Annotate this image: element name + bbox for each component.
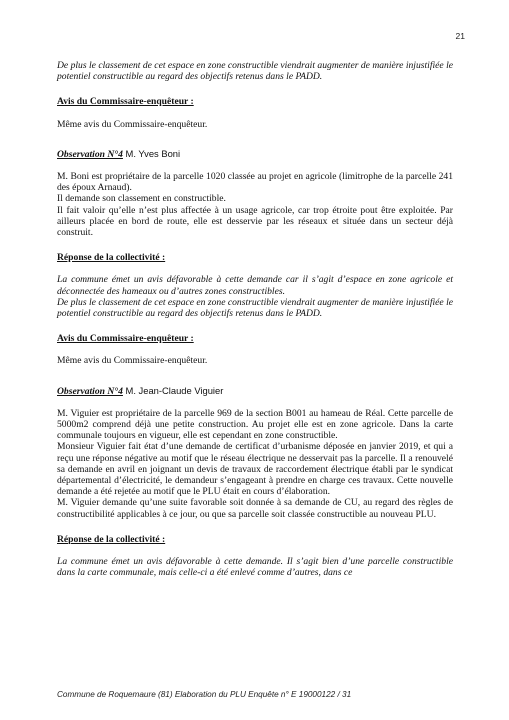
observation-person: M. Jean-Claude Viguier	[122, 384, 224, 396]
observation-paragraph: Monsieur Viguier fait état d’une demande de certificat d’urbanisme déposée en janvier 2019, et qui a reçu une réponse négative au motif que le réseau électrique ne desservait pas la parcelle. Il a renouvelé sa demande en avril en joignant un devis de travaux de raccordement électrique établi par le syndicat départemental d’électricité, le demandeur s’engageant à prendre en charge ces travaux. Cette nouvelle demande a été rejetée au motif que le PLU était en cours d’élaboration.	[57, 441, 453, 498]
reponse-paragraph: La commune émet un avis défavorable à cette demande car il s’agit d’espace en zone agricole et déconnectée des hameaux ou d’autres zones constructibles.	[57, 274, 453, 297]
page-content	[57, 60, 453, 579]
page-number: 21	[455, 31, 465, 41]
observation-paragraph: Il fait valoir qu’elle n’est plus affectée à un usage agricole, car trop étroite pout être exploitée. Par ailleurs placée en bord de route, elle est desservie par les réseaux et située dans un secteur déjà construit.	[57, 204, 453, 239]
observation-paragraph: M. Boni est propriétaire de la parcelle 1020 classée au projet en agricole (limitrophe de la parcelle 241 des époux Arnaud).	[57, 171, 453, 194]
avis-text: Même avis du Commissaire-enquêteur.	[57, 355, 208, 367]
observation-paragraph: M. Viguier demande qu’une suite favorable soit donnée à sa demande de CU, au regard des règles de constructibilité applicables à ce jour, ou que sa parcelle soit classée constructible au nouveau PLU.	[57, 497, 453, 520]
observation-label: Observation N°4	[57, 385, 123, 397]
avis-heading: Avis du Commissaire-enquêteur :	[57, 96, 194, 108]
observation-person: M. Yves Boni	[122, 147, 181, 159]
observation-paragraph: M. Viguier est propriétaire de la parcelle 969 de la section B001 au hameau de Réal. Cette parcelle de 5000m2 comprend déjà une petite construction. Au projet elle est en zone agricole. Dans la carte communale toujours en vigueur, elle est cependant en zone constructible.	[57, 407, 453, 442]
reponse-heading: Réponse de la collectivité :	[57, 252, 166, 264]
observation-label: Observation N°4	[57, 148, 123, 160]
reponse-heading: Réponse de la collectivité :	[57, 533, 166, 545]
reponse-paragraph: La commune émet un avis défavorable à cette demande. Il s’agit bien d’une parcelle constructible dans la carte communale, mais celle-ci a été enlevé comme d’autres, dans ce	[57, 556, 453, 579]
avis-text: Même avis du Commissaire-enquêteur.	[57, 118, 208, 130]
avis-heading: Avis du Commissaire-enquêteur :	[57, 333, 194, 345]
observation-title	[57, 148, 453, 160]
page-footer: Commune de Roquemaure (81) Elaboration du PLU Enquête n° E 19000122 / 31	[57, 690, 352, 699]
observation-title	[57, 385, 453, 397]
intro-paragraph: De plus le classement de cet espace en zone constructible viendrait augmenter de manière injustifiée le potentiel constructible au regard des objectifs retenus dans le PADD.	[57, 60, 453, 83]
observation-paragraph: Il demande son classement en constructible.	[57, 193, 226, 205]
reponse-paragraph: De plus le classement de cet espace en zone constructible viendrait augmenter de manière injustifiée le potentiel constructible au regard des objectifs retenus dans le PADD.	[57, 296, 453, 320]
